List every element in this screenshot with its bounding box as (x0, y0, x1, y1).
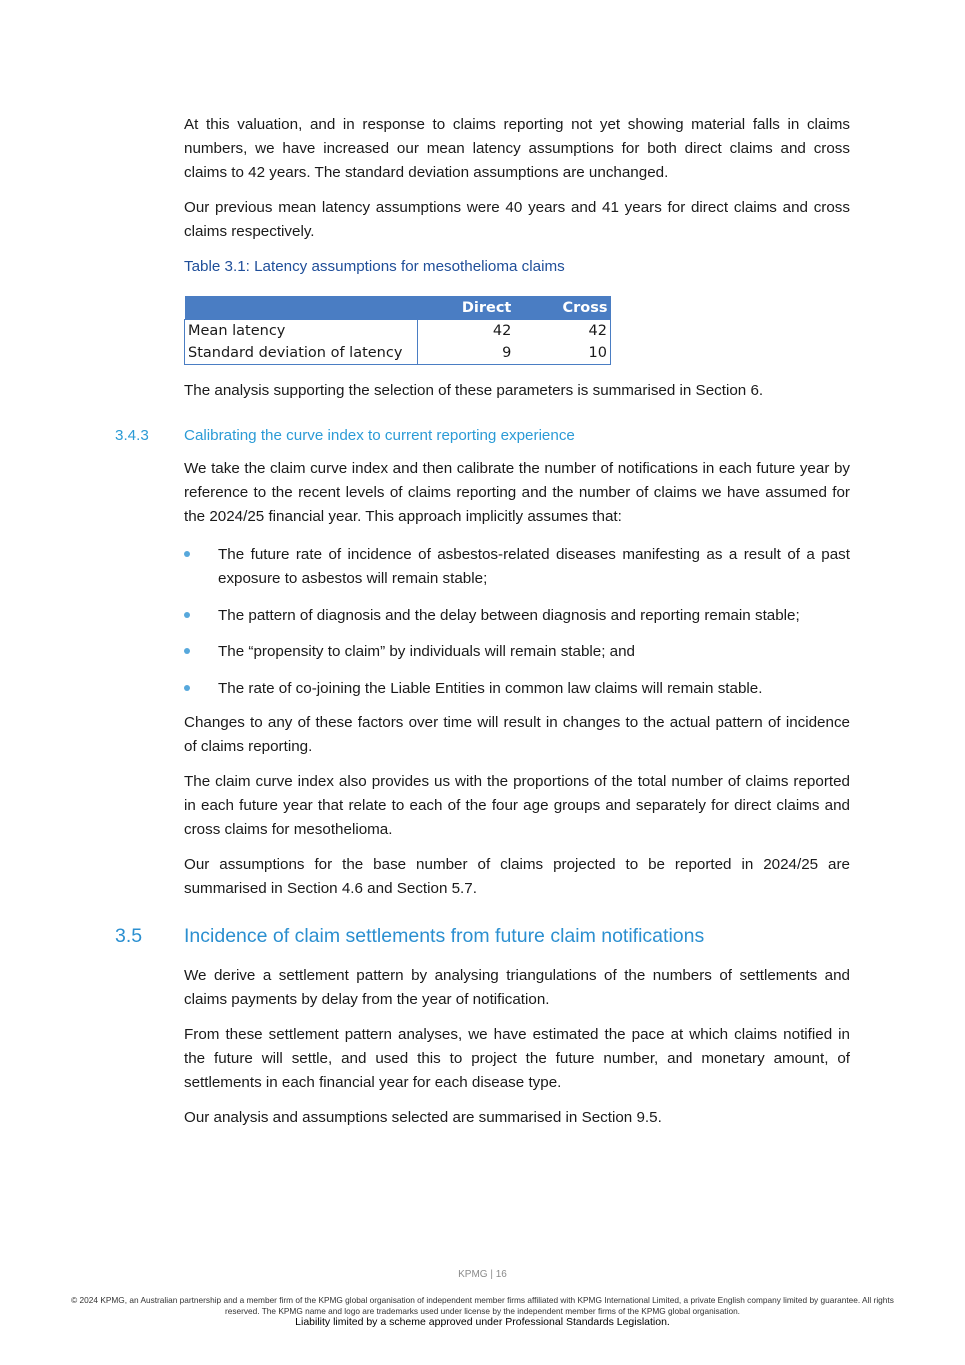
table-header-blank (185, 296, 418, 320)
bullet-icon (184, 551, 190, 557)
liability-notice: Liability limited by a scheme approved under Professional Standards Legislation. (295, 1316, 670, 1328)
subsection-number: 3.4.3 (115, 427, 149, 444)
section-number: 3.5 (115, 925, 143, 947)
list-item-text: The “propensity to claim” by individuals will remain stable; and (218, 643, 635, 660)
table-header-direct: Direct (418, 296, 515, 320)
row-cross-value: 10 (514, 342, 610, 365)
list-item-text: The rate of co-joining the Liable Entities in common law claims will remain stable. (218, 680, 763, 697)
row-cross-value: 42 (514, 320, 610, 343)
row-direct-value: 42 (418, 320, 515, 343)
subsection-paragraph-2: Changes to any of these factors over time will result in changes to the actual pattern of incidence of claims reporting. (184, 714, 850, 756)
bullet-icon (184, 648, 190, 654)
subsection-title: Calibrating the curve index to current reporting experience (184, 427, 575, 444)
section-paragraph-3: Our analysis and assumptions selected are summarised in Section 9.5. (184, 1109, 662, 1126)
list-item-text: The future rate of incidence of asbestos-related diseases manifesting as a result of a past exposure to asbestos will remain stable; (218, 546, 850, 588)
section-title: Incidence of claim settlements from future claim notifications (184, 925, 705, 947)
list-item-text: The pattern of diagnosis and the delay between diagnosis and reporting remain stable; (218, 607, 800, 624)
row-label: Mean latency (185, 320, 418, 343)
table-header-cross: Cross (514, 296, 610, 320)
table-caption: Table 3.1: Latency assumptions for mesothelioma claims (184, 258, 565, 275)
subsection-paragraph-1: We take the claim curve index and then calibrate the number of notifications in each future year by reference to the recent levels of claims reporting and the number of claims we have assumed for the 2024/25 financial year. This approach implicitly assumes that: (184, 460, 850, 526)
row-direct-value: 9 (418, 342, 515, 365)
table-row (185, 320, 611, 343)
page-number: KPMG | 16 (458, 1269, 507, 1280)
subsection-paragraph-4: Our assumptions for the base number of claims projected to be reported in 2024/25 are summarised in Section 4.6 and Section 5.7. (184, 856, 850, 898)
table-followup-paragraph: The analysis supporting the selection of these parameters is summarised in Section 6. (184, 382, 764, 399)
bullet-icon (184, 685, 190, 691)
copyright-notice: © 2024 KPMG, an Australian partnership and a member firm of the KPMG global organisation of independent member firms affiliated with KPMG International Limited, a private English company limited by guarantee. All rights reserved. The KPMG name and logo are trademarks used under license by the independent member firms of the KPMG global organisation. (71, 1295, 894, 1316)
bullet-icon (184, 612, 190, 618)
section-paragraph-1: We derive a settlement pattern by analysing triangulations of the numbers of settlements and claims payments by delay from the year of notification. (184, 967, 850, 1009)
latency-table (184, 296, 611, 365)
row-label: Standard deviation of latency (185, 342, 418, 365)
table-row (185, 342, 611, 365)
table-header-row (185, 296, 611, 320)
intro-paragraph-1: At this valuation, and in response to claims reporting not yet showing material falls in claims numbers, we have increased our mean latency assumptions for both direct claims and cross claims to 42 years. The standard deviation assumptions are unchanged. (184, 116, 850, 182)
intro-paragraph-2: Our previous mean latency assumptions were 40 years and 41 years for direct claims and cross claims respectively. (184, 199, 850, 241)
section-paragraph-2: From these settlement pattern analyses, we have estimated the pace at which claims notified in the future will settle, and used this to project the future number, and monetary amount, of settlements in each financial year for each disease type. (184, 1026, 850, 1092)
subsection-paragraph-3: The claim curve index also provides us with the proportions of the total number of claims reported in each future year that relate to each of the four age groups and separately for direct claims and cross claims for mesothelioma. (184, 773, 850, 839)
